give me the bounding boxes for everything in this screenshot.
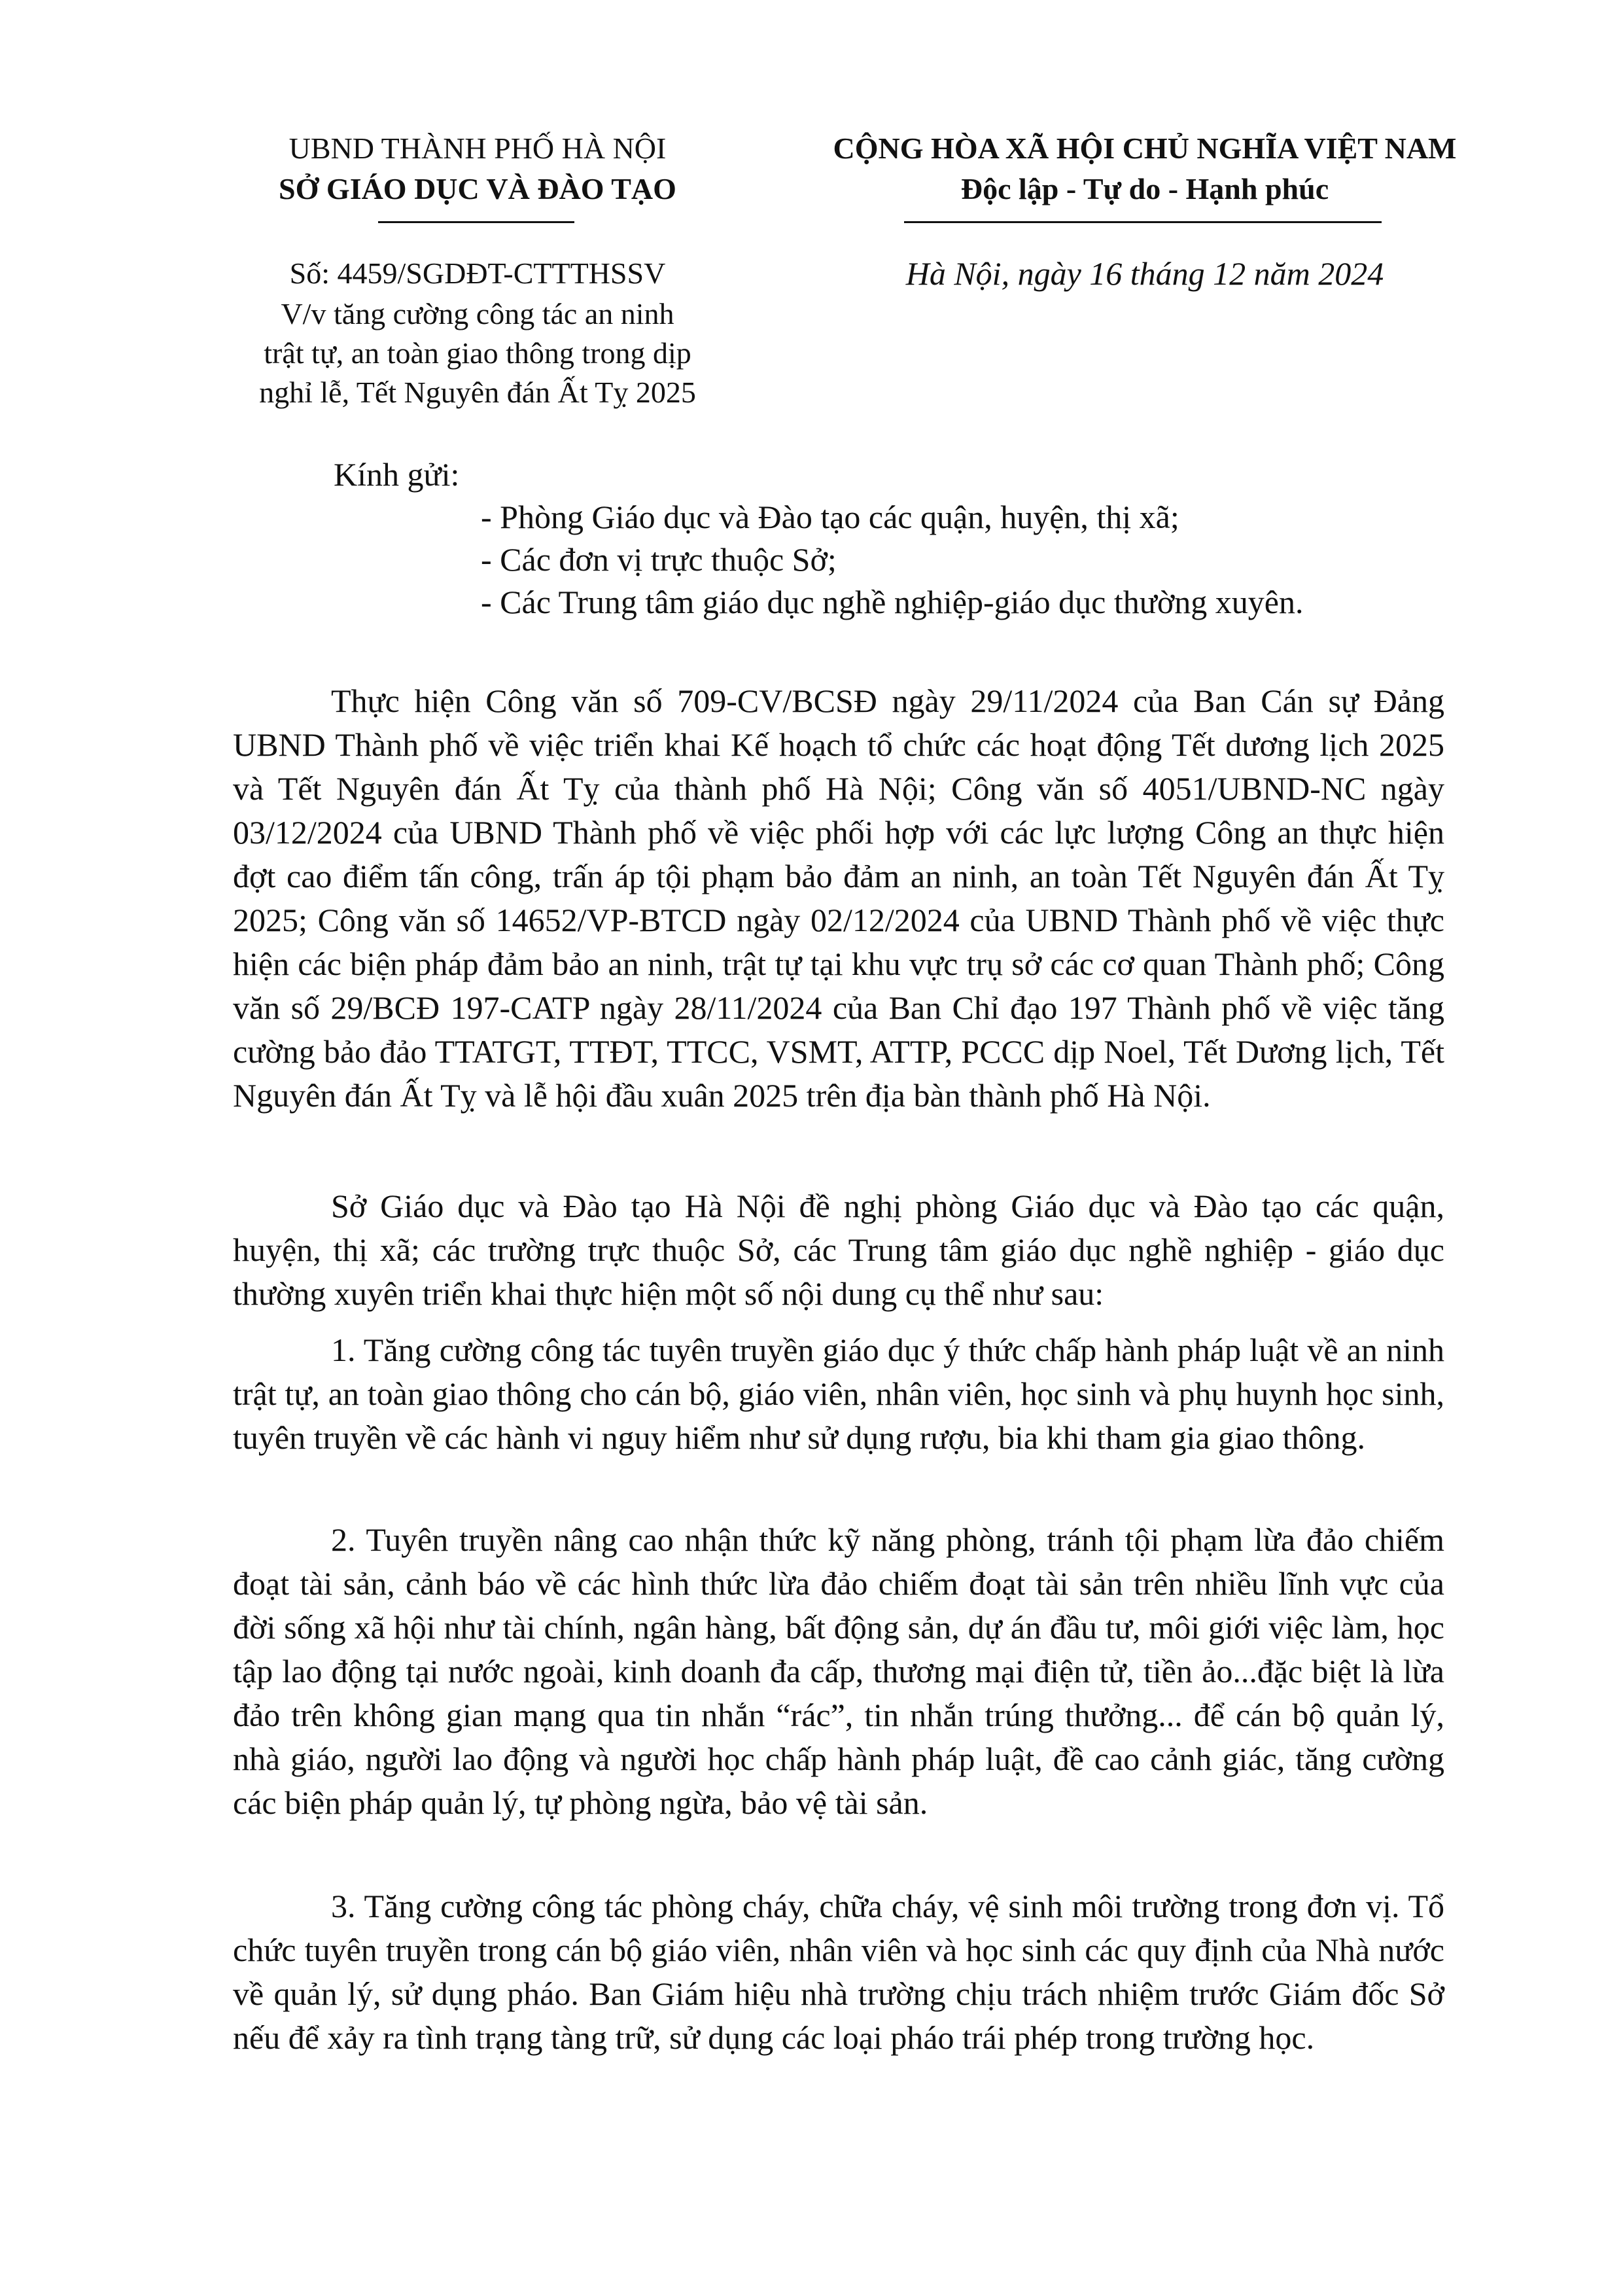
subject-line: V/v tăng cường công tác an ninh (281, 297, 674, 330)
motto-underline (904, 221, 1382, 223)
nation-title: CỘNG HÒA XÃ HỘI CHỦ NGHĨA VIỆT NAM (833, 132, 1457, 165)
item-2-paragraph: 2. Tuyên truyền nâng cao nhận thức kỹ năng phòng, tránh tội phạm lừa đảo chiếm đoạt tài sản, cảnh báo về các hình thức lừa đảo chiếm đoạt tài sản trên nhiều lĩnh vực của đời sống xã hội như tài chính, ngân hàng, bất động sản, dự án đầu tư, môi giới việc làm, học tập lao động tại nước ngoài, kinh doanh đa cấp, thương mại điện tử, tiền ảo...đặc biệt là lừa đảo trên không gian mạng qua tin nhắn “rác”, tin nhắn trúng thưởng... để cán bộ quản lý, nhà giáo, người lao động và người học chấp hành pháp luật, đề cao cảnh giác, tăng cường các biện pháp quản lý, tự phòng ngừa, bảo vệ tài sản. (233, 1521, 1444, 1821)
place-date: Hà Nội, ngày 16 tháng 12 năm 2024 (905, 255, 1384, 292)
item-1-paragraph: 1. Tăng cường công tác tuyên truyền giáo dục ý thức chấp hành pháp luật về an ninh trật tự, an toàn giao thông cho cán bộ, giáo viên, nhân viên, học sinh và phụ huynh học sinh, tuyên truyền về các hành vi nguy hiểm như sử dụng rượu, bia khi tham gia giao thông. (233, 1332, 1444, 1456)
subject-line: trật tự, an toàn giao thông trong dịp (264, 336, 691, 370)
request-paragraph: Sở Giáo dục và Đào tạo Hà Nội đề nghị phòng Giáo dục và Đào tạo các quận, huyện, thị xã; các trường trực thuộc Sở, các Trung tâm giáo dục nghề nghiệp - giáo dục thường xuyên triển khai thực hiện một số nội dung cụ thể như sau: (233, 1188, 1444, 1312)
item-3-paragraph: 3. Tăng cường công tác phòng cháy, chữa cháy, vệ sinh môi trường trong đơn vị. Tổ chức tuyên truyền trong cán bộ giáo viên, nhân viên và học sinh các quy định của Nhà nước về quản lý, sử dụng pháo. Ban Giám hiệu nhà trường chịu trách nhiệm trước Giám đốc Sở nếu để xảy ra tình trạng tàng trữ, sử dụng các loại pháo trái phép trong trường học. (233, 1888, 1444, 2056)
nation-motto: Độc lập - Tự do - Hạnh phúc (960, 172, 1329, 205)
recipient-item: - Phòng Giáo dục và Đào tạo các quận, huyện, thị xã; (481, 499, 1179, 535)
recipient-item: - Các Trung tâm giáo dục nghề nghiệp-giáo dục thường xuyên. (481, 584, 1304, 620)
agency-parent: UBND THÀNH PHỐ HÀ NỘI (288, 132, 667, 165)
agency-name: SỞ GIÁO DỤC VÀ ĐÀO TẠO (279, 172, 676, 205)
recipient-item: - Các đơn vị trực thuộc Sở; (481, 541, 837, 578)
doc-subject (222, 294, 733, 412)
doc-number: Số: 4459/SGDĐT-CTTTHSSV (289, 256, 666, 290)
subject-line: nghỉ lễ, Tết Nguyên đán Ất Tỵ 2025 (259, 376, 696, 409)
intro-paragraph: Thực hiện Công văn số 709-CV/BCSĐ ngày 29/11/2024 của Ban Cán sự Đảng UBND Thành phố về việc triển khai Kế hoạch tổ chức các hoạt động Tết dương lịch 2025 và Tết Nguyên đán Ất Tỵ của thành phố Hà Nội; Công văn số 4051/UBND-NC ngày 03/12/2024 của UBND Thành phố về việc phối hợp với các lực lượng Công an thực hiện đợt cao điểm tấn công, trấn áp tội phạm bảo đảm an ninh, an toàn Tết Nguyên đán Ất Tỵ 2025; Công văn số 14652/VP-BTCD ngày 02/12/2024 của UBND Thành phố về việc thực hiện các biện pháp đảm bảo an ninh, trật tự tại khu vực trụ sở các cơ quan Thành phố; Công văn số 29/BCĐ 197-CATP ngày 28/11/2024 của Ban Chỉ đạo 197 Thành phố về việc tăng cường bảo đảo TTATGT, TTĐT, TTCC, VSMT, ATTP, PCCC dịp Noel, Tết Dương lịch, Tết Nguyên đán Ất Tỵ và lễ hội đầu xuân 2025 trên địa bàn thành phố Hà Nội. (233, 682, 1444, 1114)
agency-underline (378, 221, 574, 223)
salutation: Kính gửi: (334, 456, 460, 493)
